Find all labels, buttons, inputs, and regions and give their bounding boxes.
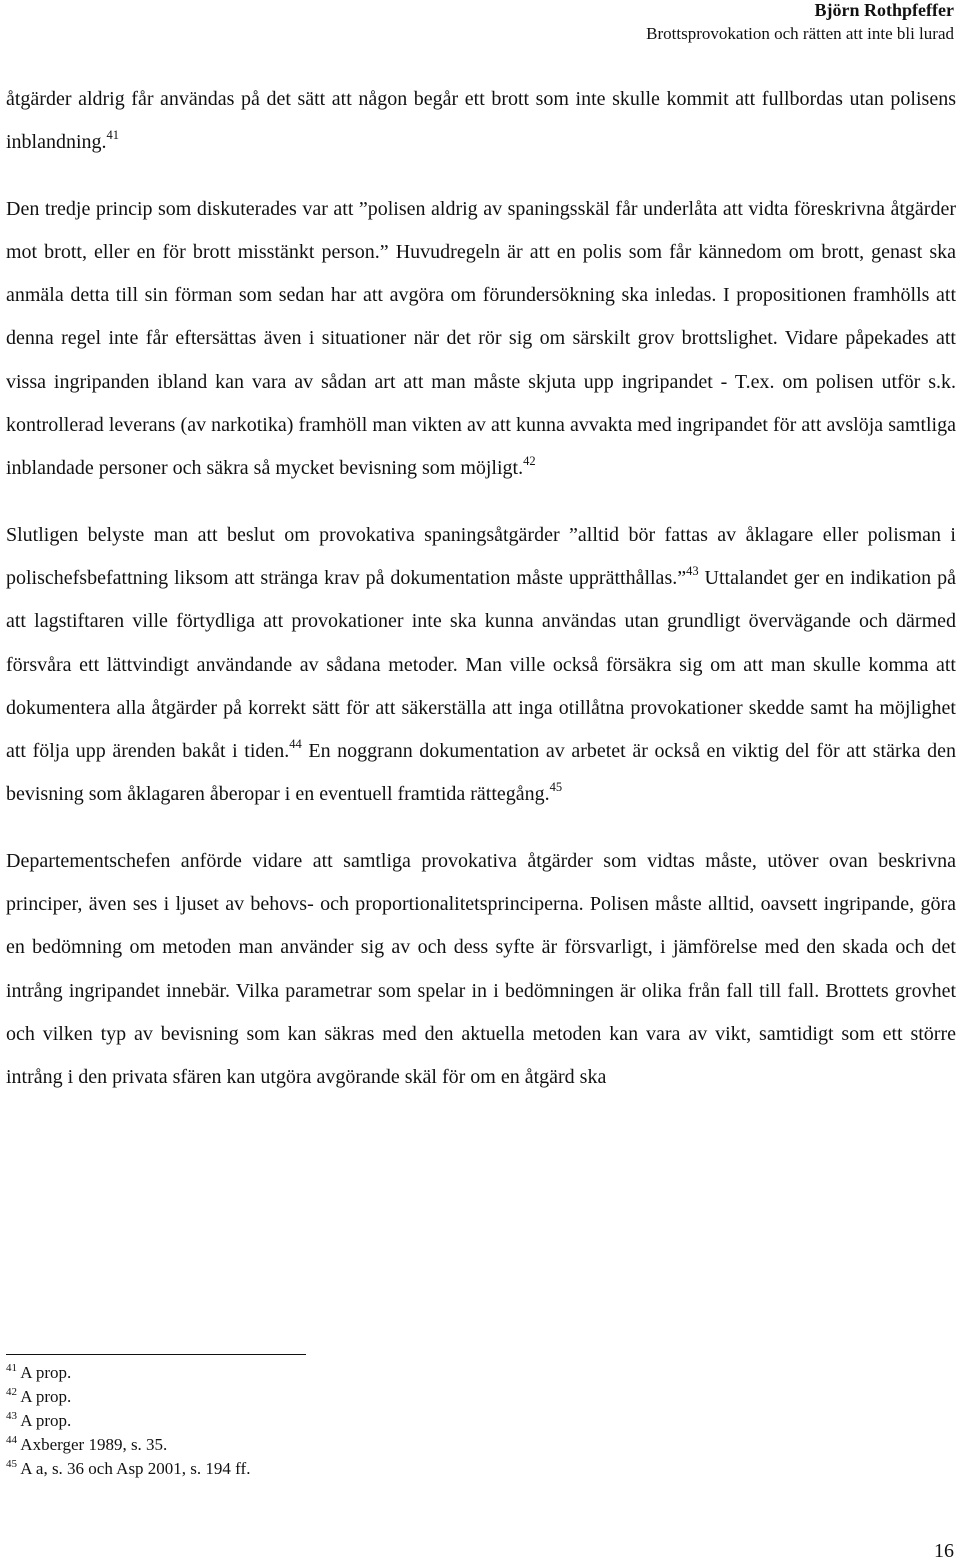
footnote-text: A prop. xyxy=(17,1411,72,1430)
body-text xyxy=(6,78,956,1123)
footnote-ref: 44 xyxy=(289,737,302,752)
page-number: 16 xyxy=(934,1540,954,1562)
footnote-number: 42 xyxy=(6,1386,17,1398)
running-header xyxy=(646,0,954,46)
header-title: Brottsprovokation och rätten att inte bli lurad xyxy=(646,24,954,43)
footnote-number: 41 xyxy=(6,1362,17,1374)
paragraph-continuation xyxy=(6,78,956,165)
footnote-text: Axberger 1989, s. 35. xyxy=(17,1435,168,1454)
footnote-text: A prop. xyxy=(17,1363,72,1382)
footnote-43 xyxy=(6,1409,250,1433)
header-author: Björn Rothpfeffer xyxy=(814,0,954,20)
footnotes xyxy=(6,1361,250,1481)
footnote-ref: 43 xyxy=(686,563,699,578)
paragraph-documentation xyxy=(6,514,956,817)
paragraph-text: En noggrann dokumentation av arbetet är också en viktig del för att stärka den bevisning som åklagaren åberopar i en eventuell framtida rättegång. xyxy=(6,740,956,806)
footnote-text: A a, s. 36 och Asp 2001, s. 194 ff. xyxy=(17,1459,251,1478)
footnote-separator xyxy=(6,1354,306,1355)
paragraph-text: Uttalandet ger en indikation på att lagstiftaren ville förtydliga att provokationer inte ska kunna användas utan grundligt övervägande och därmed försvåra ett lättvindigt användande av sådana metoder. Man ville också försäkra sig om att man skulle komma att dokumentera alla åtgärder på korrekt sätt för att säkerställa att inga otillåtna provokationer skedde samt ha möjlighet att följa upp ärenden bakåt i tiden. xyxy=(6,566,956,763)
paragraph-text: åtgärder aldrig får användas på det sätt att någon begår ett brott som inte skulle kommit att fullbordas utan polisens inblandning. xyxy=(6,88,956,154)
paragraph-text: Departementschefen anförde vidare att samtliga provokativa åtgärder som vidtas måste, utöver ovan beskrivna principer, även ses i ljuset av behovs- och proportionalitetsprinciperna. Polisen måste alltid, oavsett ingripande, göra en bedömning om metoden man använder sig av och dess syfte är försvarligt, i jämförelse med den skada och det intrång ingripandet innebär. Vilka parametrar som spelar in i bedömningen är olika från fall till fall. Brottets grovhet och vilken typ av bevisning som kan säkras med den aktuella metoden kan vara av vikt, samtidigt som ett större intrång i den privata sfären kan utgöra avgörande skäl för om en åtgärd ska xyxy=(6,849,956,1089)
paragraph-third-principle xyxy=(6,188,956,491)
footnote-45 xyxy=(6,1457,250,1481)
footnote-42 xyxy=(6,1385,250,1409)
footnote-number: 44 xyxy=(6,1434,17,1446)
footnote-41 xyxy=(6,1361,250,1385)
footnote-ref: 42 xyxy=(523,454,536,469)
footnote-text: A prop. xyxy=(17,1387,72,1406)
footnote-number: 45 xyxy=(6,1458,17,1470)
paragraph-text: Slutligen belyste man att beslut om provokativa spaningsåtgärder ”alltid bör fattas av åklagare eller polisman i polischefsbefattning liksom att stränga krav på dokumentation måste upprätthållas.” xyxy=(6,523,956,589)
paragraph-text: Den tredje princip som diskuterades var att ”polisen aldrig av spaningsskäl får underlåta att vidta föreskrivna åtgärder mot brott, eller en för brott misstänkt person.” Huvudregeln är att en polis som får kännedom om brott, genast ska anmäla detta till sin förman som sedan har att avgöra om förundersökning ska inledas. I propositionen framhölls att denna regel inte får eftersättas även i situationer när det rör sig om särskilt grov brottslighet. Vidare påpekades att vissa ingripanden ibland kan vara av sådan art att man måste skjuta upp ingripandet - T.ex. om polisen utför s.k. kontrollerad leverans (av narkotika) framhöll man vikten av att kunna avvakta med ingripandet för att avslöja samtliga inblandade personer och säkra så mycket bevisning som möjligt. xyxy=(6,197,956,480)
footnote-44 xyxy=(6,1433,250,1457)
footnote-number: 43 xyxy=(6,1410,17,1422)
paragraph-proportionality xyxy=(6,840,956,1100)
footnote-ref: 41 xyxy=(106,128,120,143)
footnote-ref: 45 xyxy=(549,780,563,795)
